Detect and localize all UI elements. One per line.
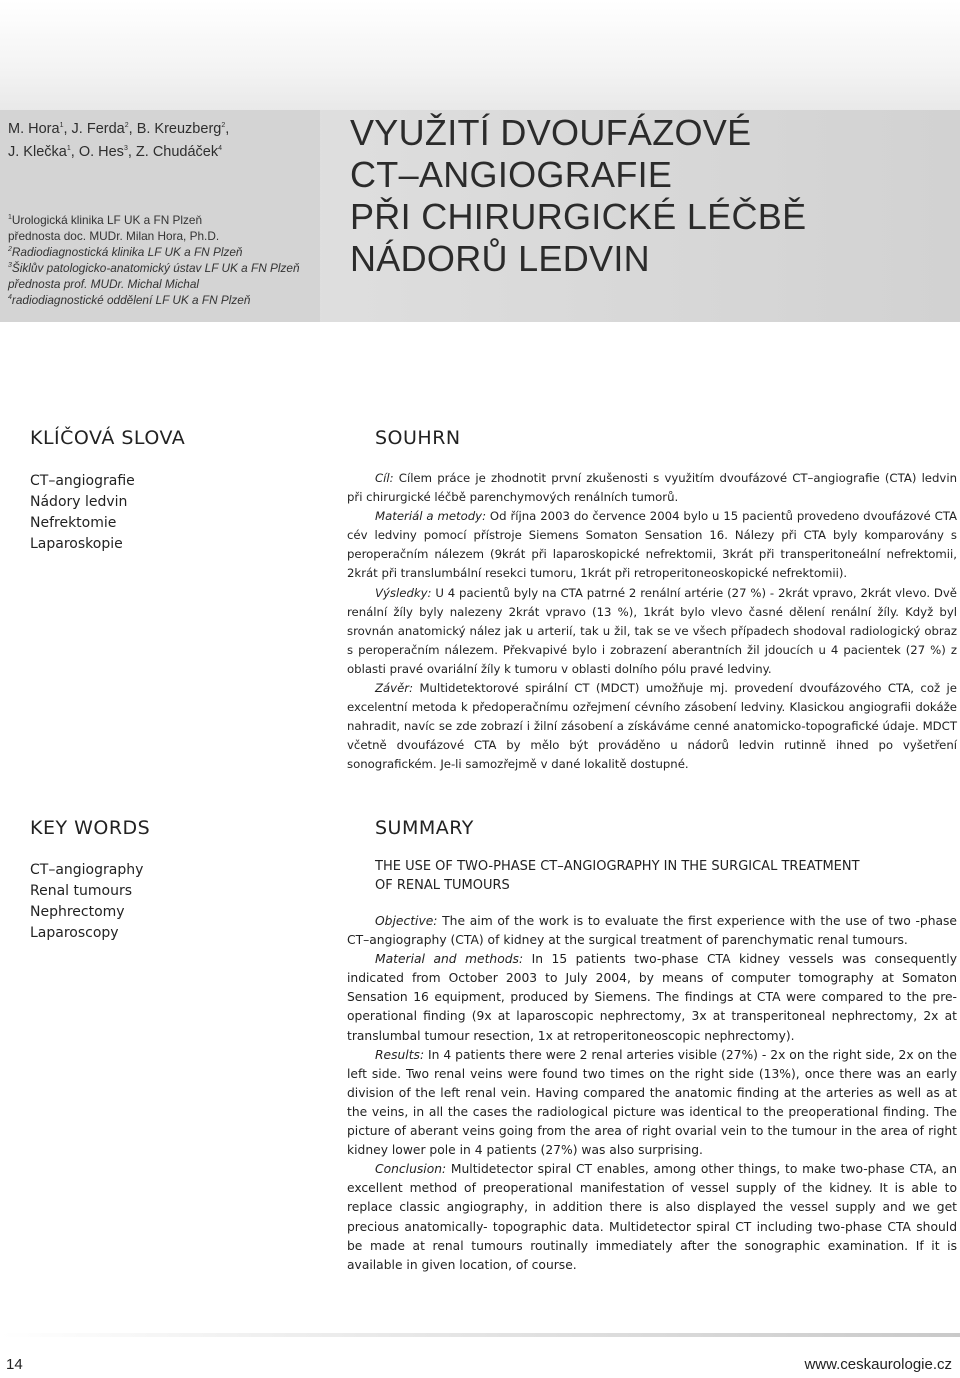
author: Z. Chudáček$^4$ bbox=[135, 144, 223, 160]
english-article-title bbox=[375, 857, 955, 895]
title-line: PŘI CHIRURGICKÉ LÉČBĚ bbox=[350, 196, 807, 237]
author: O. Hes$^3$ bbox=[78, 144, 128, 160]
abstract-paragraph: Material and methods: In 15 patients two-phase CTA kidney vessels was consequently indicated from October 2003 to July 2004, by means of computer tomography at Somaton Sensation 16 equipment, produced by Siemens. The findings at CTA were compared to the pre-operational finding (9x at laparoscopic nephrectomy, 3x at transperitoneal nephrectomy, 2x at translumbal tumour resection, 1x at retroperitoneoscopic nephrectomy). bbox=[347, 952, 957, 1043]
title-line: NÁDORŮ LEDVIN bbox=[350, 238, 650, 279]
keywords-heading-en: KEY WORDS bbox=[30, 817, 151, 839]
title-line: CT–ANGIOGRAFIE bbox=[350, 154, 673, 195]
abstract-cz bbox=[347, 469, 957, 775]
top-gradient bbox=[0, 0, 960, 110]
keyword: Nephrectomy bbox=[30, 904, 125, 920]
affiliation-head: přednosta prof. MUDr. Michal Michal bbox=[8, 277, 199, 291]
keywords-list-en bbox=[30, 860, 143, 944]
affiliation-head: přednosta doc. MUDr. Milan Hora, Ph.D. bbox=[8, 229, 220, 243]
abstract-paragraph: Cíl: Cílem práce je zhodnotit první zkušenosti s využitím dvoufázové CT–angiografie (CTA) ledvin při chirurgické léčbě parenchymových renálních tumorů. bbox=[347, 471, 957, 505]
keyword: Nefrektomie bbox=[30, 515, 117, 531]
keyword: Nádory ledvin bbox=[30, 494, 128, 510]
author-list: M. Hora$^1$, J. Ferda$^2$, B. Kreuzberg$^2$, J. Klečka$^1$, O. Hes$^3$, Z. Chudáček$^4$ bbox=[8, 121, 230, 160]
author: M. Hora$^1$ bbox=[8, 121, 64, 137]
keyword: Laparoskopie bbox=[30, 536, 123, 552]
title-line: VYUŽITÍ DVOUFÁZOVÉ bbox=[350, 112, 752, 153]
abstract-paragraph: Conclusion: Multidetector spiral CT enables, among other things, to make two-phase CTA, an excellent method of preoperational manifestation of vessel supply of the kidney. It is able to replace classic angiography, in addition there is also displayed the vessel supply and we get precious anatomically- topographic data. Multidetector spiral CT including two-phase CTA should be made at renal tumours routinally immediately after the sonographic examination. If it is available in given location, of course. bbox=[347, 1162, 957, 1272]
summary-heading-en: SUMMARY bbox=[375, 817, 474, 839]
title-line: OF RENAL TUMOURS bbox=[375, 878, 510, 893]
page-number: 14 bbox=[6, 1356, 23, 1373]
author: B. Kreuzberg$^2$ bbox=[136, 121, 226, 137]
title-line: THE USE OF TWO-PHASE CT–ANGIOGRAPHY IN THE SURGICAL TREATMENT bbox=[375, 859, 860, 874]
summary-heading-cz: SOUHRN bbox=[375, 427, 461, 449]
abstract-en bbox=[347, 912, 957, 1275]
abstract-paragraph: Závěr: Multidetektorové spirální CT (MDCT) umožňuje mj. provedení dvoufázového CTA, což je excelentní metoda k předoperačnímu ozřejmení cévního zásobení ledviny. Klasickou angiografii dokáže nahradit, navíc se zde zobrazí i žilní zásobení a získáváme cenné anatomicko-topografické údaje. MDCT včetně dvoufázové CTA by mělo být prováděno u nádorů ledvin rutinně ihned po vyšetření sonografickém. Je-li samozřejmě v dané lokalitě dostupné. bbox=[347, 681, 957, 772]
abstract-paragraph: Materiál a metody: Od října 2003 do července 2004 bylo u 15 pacientů provedeno dvoufázové CTA cév ledviny pomocí přístroje Siemens Somaton Sensation 16. Nálezy při CTA byly komparovány s peroperačním nálezem (9krát při laparoskopické nefrektomii, 3krát při transperitoneální nefrektomii, 2krát při translumbální resekci tumoru, 1krát při retroperitoneoskopické nefrektomii). bbox=[347, 509, 958, 581]
author: J. Ferda$^2$ bbox=[71, 121, 129, 137]
keyword: Laparoscopy bbox=[30, 925, 119, 941]
footer-rule bbox=[0, 1333, 960, 1337]
article-title bbox=[350, 110, 950, 282]
affiliation: $^1$Urologická klinika LF UK a FN Plzeň bbox=[8, 213, 203, 227]
author: J. Klečka$^1$ bbox=[8, 144, 71, 160]
affiliation: $^4$radiodiagnostické oddělení LF UK a FN Plzeň bbox=[8, 293, 251, 307]
abstract-paragraph: Results: In 4 patients there were 2 renal arteries visible (27%) - 2x on the right side, 2x on the left side. Two renal veins were found two times on the right side (13%), once there was an early division of the left renal vein. Having compared the anatomic finding at the arteries as well as at the veins, in all the cases the radiological picture was identical to the preoperational finding. The picture of aberant veins going from the area of right ovarial vein to the tumour in the area of right kidney lower pole in 4 patients (27%) was also surprising. bbox=[347, 1047, 957, 1158]
affiliations bbox=[8, 212, 318, 308]
keywords-heading-cz: KLÍČOVÁ SLOVA bbox=[30, 427, 186, 449]
keyword: Renal tumours bbox=[30, 883, 132, 899]
website-link[interactable]: www.ceskaurologie.cz bbox=[804, 1356, 952, 1373]
abstract-paragraph: Výsledky: U 4 pacientů byly na CTA patrné 2 renální artérie (27 %) - 2krát vpravo, 2krát vlevo. Dvě renální žíly byly nalezeny 2krát vpravo (13 %), 1krát bylo vlevo časné dělení renální žíly. Když byl srovnán anatomický nález jak u arterií, tak u žil, tak se ve všech případech shodoval radiologický obraz s peroperačním nálezem. Překvapivé bylo i zobrazení aberantních žil jdoucích u 4 pacientek (27 %) z oblasti pravé ovariální žíly k tumoru v oblasti dolního pólu pravé ledviny. bbox=[347, 585, 957, 676]
abstract-paragraph: Objective: The aim of the work is to evaluate the first experience with the use of two -phase CT–angiography (CTA) of kidney at the surgical treatment of parenchymatic renal tumours. bbox=[347, 914, 957, 948]
keyword: CT–angiografie bbox=[30, 473, 135, 489]
affiliation: $^2$Radiodiagnostická klinika LF UK a FN Plzeň bbox=[8, 245, 243, 259]
keywords-list-cz bbox=[30, 471, 135, 555]
keyword: CT–angiography bbox=[30, 862, 144, 878]
affiliation: $^3$Šiklův patologicko-anatomický ústav LF UK a FN Plzeň bbox=[8, 261, 300, 275]
